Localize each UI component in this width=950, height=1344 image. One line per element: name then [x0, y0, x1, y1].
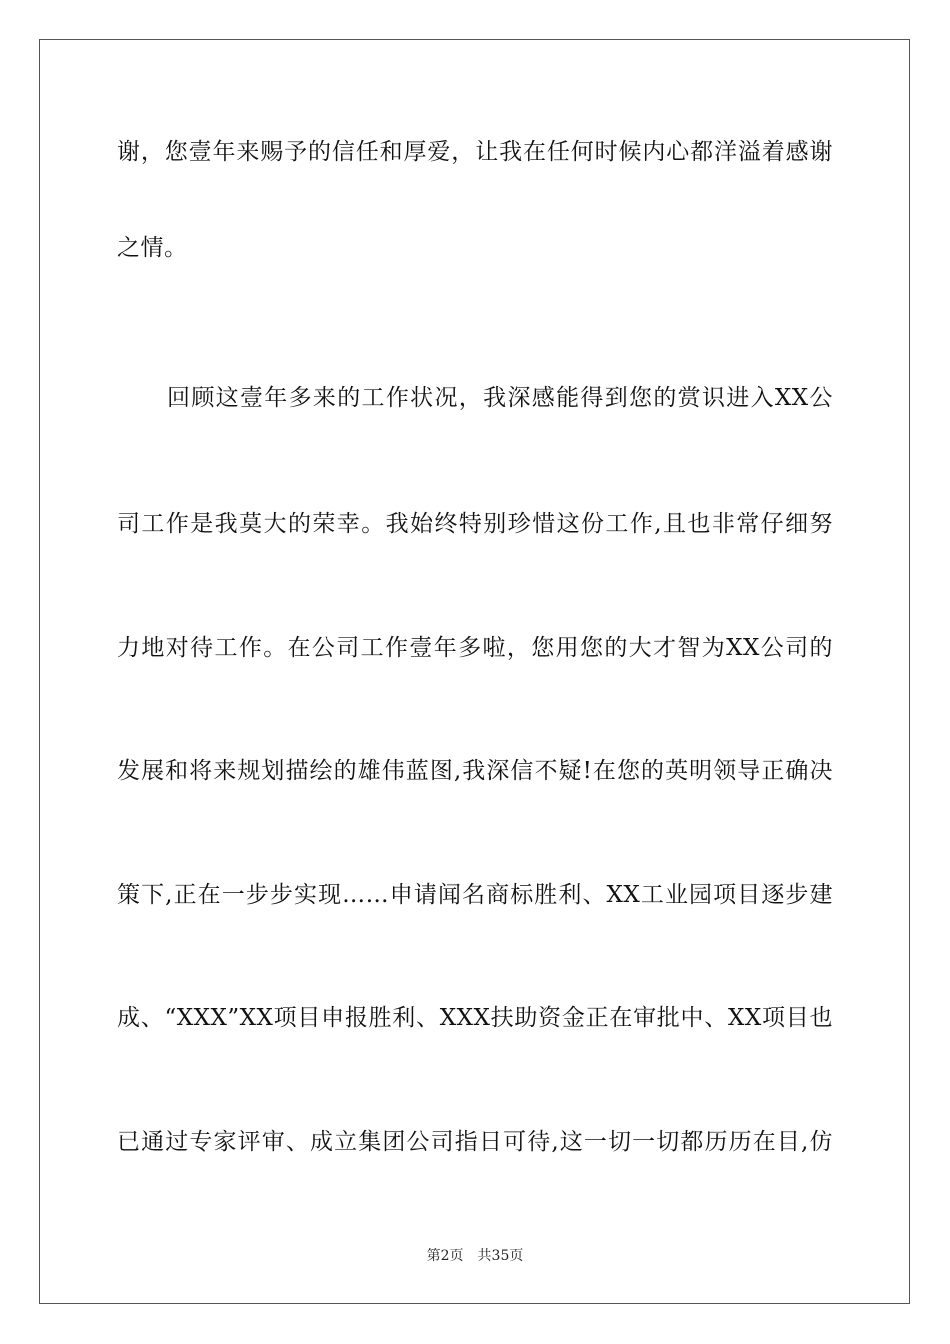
page-border: [39, 39, 910, 1304]
body-text-line: 回顾这壹年多来的工作状况，我深感能得到您的赏识进入XX公: [167, 385, 833, 411]
body-text-line: 已通过专家评审、成立集团公司指日可待,这一切一切都历历在目,仿: [117, 1129, 833, 1155]
page-total: 共35页: [477, 1248, 524, 1264]
body-text-line: 司工作是我莫大的荣幸。我始终特别珍惜这份工作,且也非常仔细努: [117, 511, 833, 537]
body-text-line: 发展和将来规划描绘的雄伟蓝图,我深信不疑!在您的英明领导正确决: [117, 758, 833, 784]
body-text-line: 之情。: [117, 235, 188, 261]
body-text-line: 成、“XXX”XX项目申报胜利、XXX扶助资金正在审批中、XX项目也: [117, 1005, 833, 1031]
body-text-line: 力地对待工作。在公司工作壹年多啦，您用您的大才智为XX公司的: [117, 635, 833, 661]
page-footer: [0, 1247, 950, 1265]
body-text-line: 策下,正在一步步实现……申请闻名商标胜利、XX工业园项目逐步建: [117, 882, 833, 908]
page-number: 第2页: [426, 1248, 464, 1264]
body-text-line: 谢，您壹年来赐予的信任和厚爱，让我在任何时候内心都洋溢着感谢: [117, 139, 833, 165]
